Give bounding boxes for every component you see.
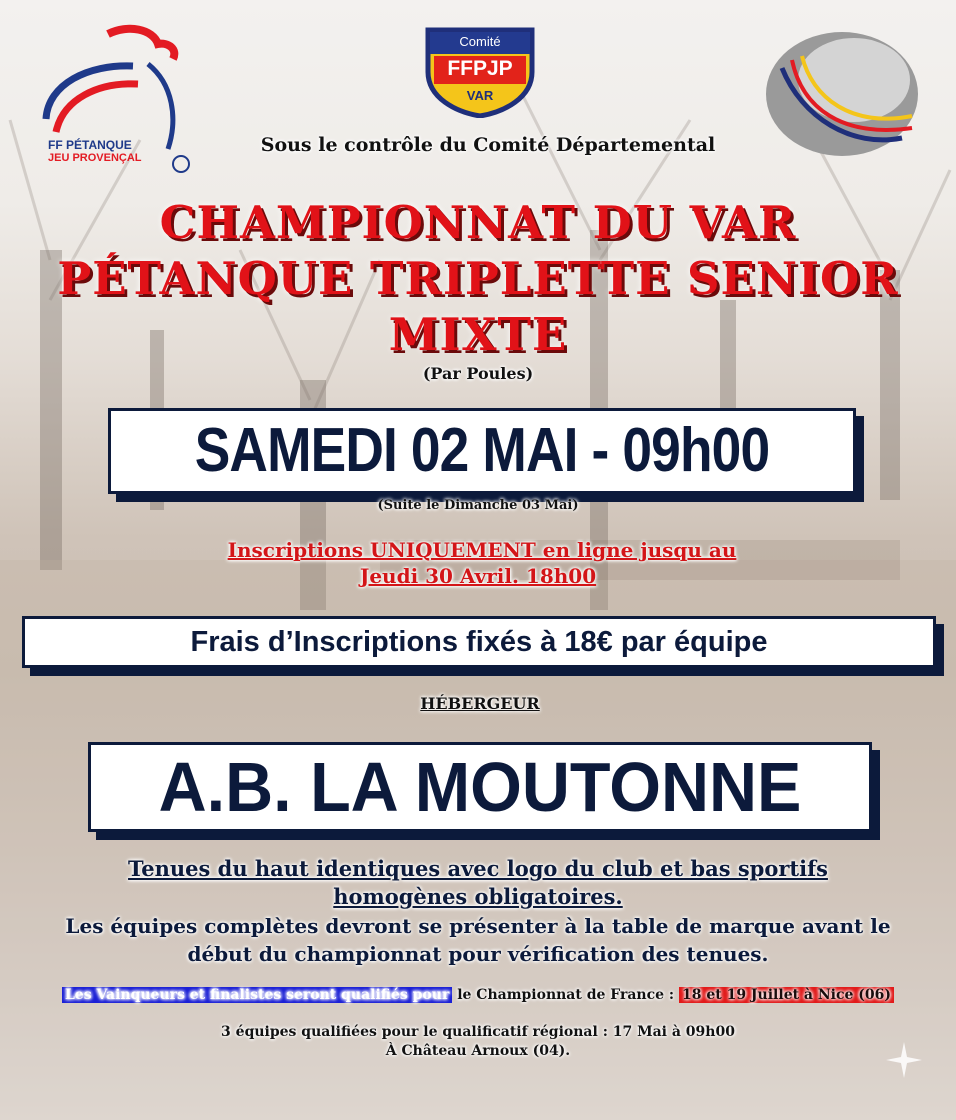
dress-code-line-1: Tenues du haut identiques avec logo du club et bas sportifs <box>128 856 828 881</box>
regional-line-1: 3 équipes qualifiées pour le qualificatif régional : 17 Mai à 09h00 <box>221 1024 735 1040</box>
title-line-1: CHAMPIONNAT DU VAR <box>159 196 797 249</box>
registration-line-2: Jeudi 30 Avril. 18h00 <box>359 564 597 588</box>
date-followup: (Suite le Dimanche 03 Mai) <box>377 498 579 513</box>
fee-text: Frais d’Inscriptions fixés à 18€ par équipe <box>190 626 768 658</box>
qualification-blue-highlight: Les Vainqueurs et finalistes seront qualifiés pour <box>62 987 452 1003</box>
qualification-line <box>0 987 956 1003</box>
date-box <box>108 408 856 494</box>
title-line-2: PÉTANQUE TRIPLETTE SENIOR <box>57 252 899 305</box>
host-label: HÉBERGEUR <box>420 694 540 713</box>
registration-line-1: Inscriptions UNIQUEMENT en ligne jusqu au <box>227 538 737 562</box>
title-line-3: MIXTE <box>388 308 568 361</box>
dress-code-line-4: début du championnat pour vérification des tenues. <box>187 942 769 966</box>
format-note: (Par Poules) <box>422 364 534 383</box>
ffpjp-logo-text-1: FF PÉTANQUE <box>48 138 132 152</box>
sparkle-icon <box>884 1040 924 1080</box>
badge-middle-text: FFPJP <box>447 57 513 80</box>
fee-box <box>22 616 936 668</box>
ffpjp-logo-text-2: JEU PROVENÇAL <box>48 152 142 164</box>
qualification-red-highlight: 18 et 19 Juillet à Nice (06) <box>679 987 894 1003</box>
host-box <box>88 742 872 832</box>
dress-code-line-2: homogènes obligatoires. <box>333 884 623 909</box>
badge-top-text: Comité <box>459 34 501 49</box>
host-name: A.B. LA MOUTONNE <box>158 748 802 826</box>
dress-code-line-3: Les équipes complètes devront se présenter à la table de marque avant le <box>65 914 891 938</box>
comite-var-badge <box>424 26 536 118</box>
qualification-middle: le Championnat de France : <box>457 987 675 1003</box>
badge-bottom-text: VAR <box>466 88 494 103</box>
regional-line-2: À Château Arnoux (04). <box>385 1043 571 1059</box>
date-text: SAMEDI 02 MAI - 09h00 <box>194 416 770 485</box>
ff-petanque-logo <box>38 24 208 184</box>
control-text: Sous le contrôle du Comité Départemental <box>260 134 716 156</box>
